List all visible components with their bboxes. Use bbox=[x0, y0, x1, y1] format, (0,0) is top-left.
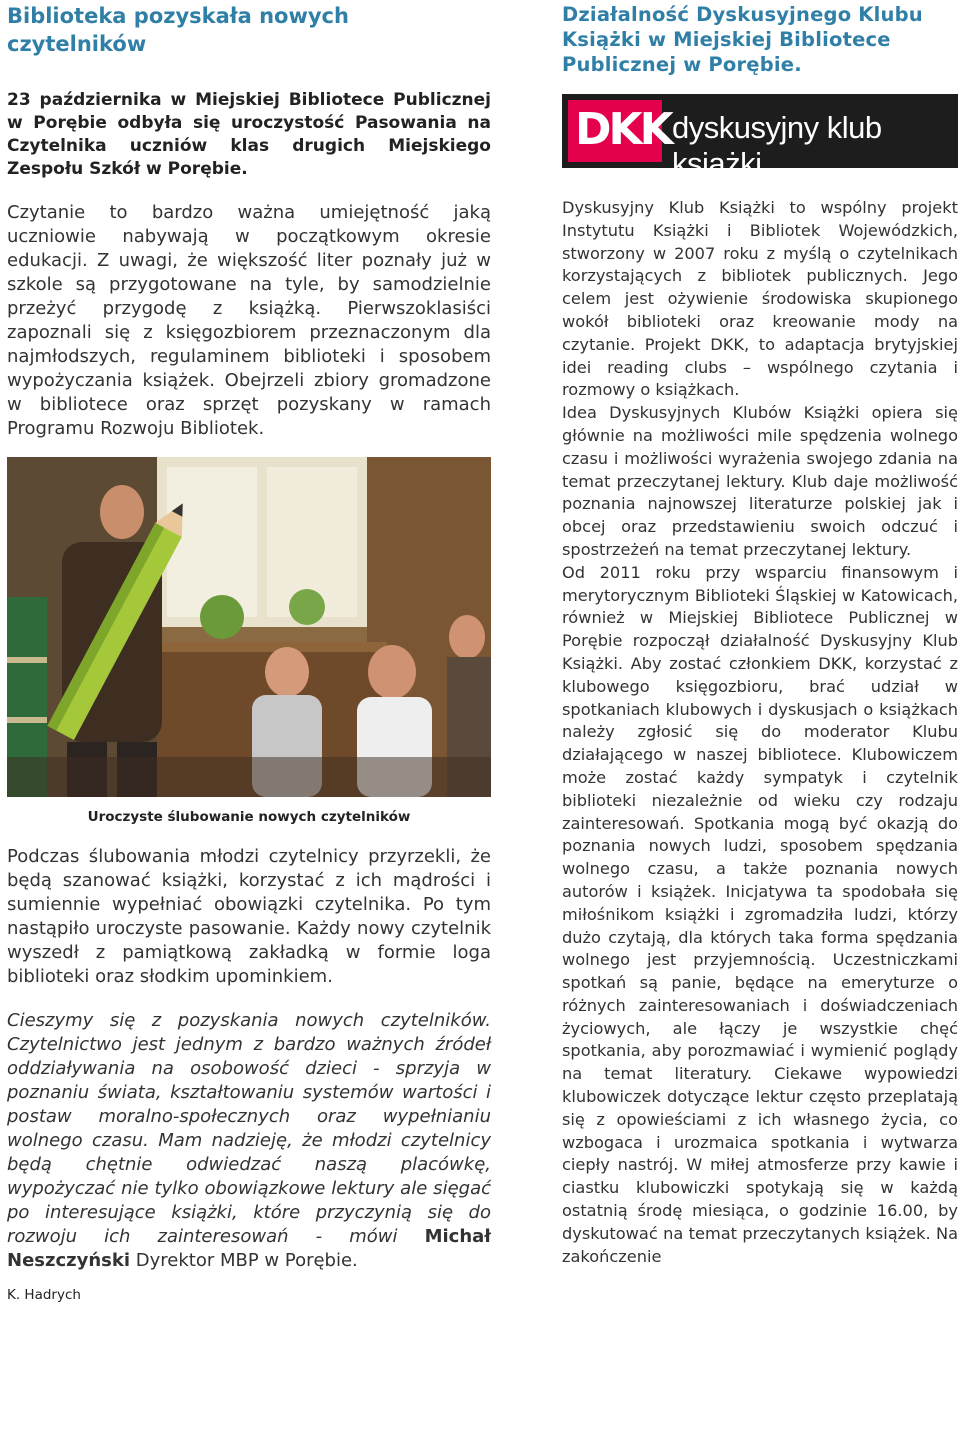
dkk-paragraph-1: Dyskusyjny Klub Książki to wspólny projekt Instytutu Książki i Bibliotek Wojewódzkich, stworzony w 2007 roku z myślą o czytelnikach korzystających z bibliotek publicznych. Jego celem jest ożywienie środowiska skupionego wokół biblioteki oraz kreowanie mody na czytanie. Projekt DKK, to adaptacja brytyjskiej idei reading clubs – wspólnego czytania i rozmowy o książkach. bbox=[562, 198, 958, 400]
article-headline: Biblioteka pozyskała nowych czytelników bbox=[7, 4, 349, 56]
right-column bbox=[562, 0, 958, 1268]
dkk-logo-mark: DKK bbox=[568, 100, 662, 162]
dkk-headline: Działalność Dyskusyjnego Klubu Książki w Miejskiej Bibliotece Publicznej w Porębie. bbox=[562, 3, 923, 76]
photo-caption: Uroczyste ślubowanie nowych czytelników bbox=[87, 809, 411, 825]
author-signature: K. Hadrych bbox=[7, 1287, 81, 1303]
dkk-logo-wordmark: dyskusyjny klub książki bbox=[672, 110, 882, 181]
dkk-logo bbox=[562, 94, 958, 181]
speaker-name: Michał Neszczyński bbox=[7, 1226, 491, 1271]
article-paragraph-ceremony: Podczas ślubowania młodzi czytelnicy przyrzekli, że będą szanować książki, korzystać z ich mądrości i sumiennie wypełniać obowiązki czytelnika. Po tym nastąpiło uroczyste pasowanie. Każdy nowy czytelnik wyszedł z pamiątkową zakładką w formie loga biblioteki oraz słodkim upominkiem. bbox=[7, 846, 491, 987]
article-lead: 23 października w Miejskiej Bibliotece Publicznej w Porębie odbyła się uroczystość Pasowania na Czytelnika uczniów klas drugich Miejskiego Zespołu Szkół w Porębie. bbox=[7, 90, 491, 179]
dkk-body bbox=[562, 197, 958, 1268]
dkk-paragraph-2: Idea Dyskusyjnych Klubów Książki opiera się głównie na możliwości mile spędzenia wolnego czasu i możliwości wyrażenia swojego zdania na temat przeczytanej lektury. Klub daje możliwość poznania najnowszej literaturze polskiej jak i obcej oraz przedstawieniu swoich odczuć i spostrzeżeń na temat przeczytanej lektury. bbox=[562, 403, 958, 559]
left-column bbox=[7, 0, 491, 1303]
dkk-paragraph-3: Od 2011 roku przy wsparciu finansowym i merytorycznym Biblioteki Śląskiej w Katowicach, również w Miejskiej Bibliotece Publicznej w Porębie rozpoczął działalność Dyskusyjny Klub Książki. Aby zostać członkiem DKK, korzystać z klubowego księgozbioru, brać udział w spotkaniach klubowych i dyskusjach o książkach należy zgłosić się do moderator Klubu działającego w naszej bibliotece. Klubowiczem może zostać każdy sympatyk i czytelnik biblioteki niezależnie od wieku czy rodzaju zainteresowań. Spotkania mogą być okazją do poznania nowych ludzi, sposobem spędzania wolnego czasu, a także poznania nowych autorów i książek. Inicjatywa ta spodobała się miłośnikom książki i zgromadziła ludzi, którzy dużo czytają, dla których taka forma spędzania wolnego jest przyjemnością. Uczestniczkami spotkań są panie, będące na emeryturze o różnych zainteresowaniach i doświadczeniach życiowych, ale łączy je wszystkie chęć spotkania, aby porozmawiać i wymienić poglądy na temat literatury. Ciekawe wypowiedzi klubowiczek dotyczące lektur często przeplatają się z opowieściami z ich własnego życia, co wzbogaca i urozmaica spotkania i wytwarza ciepły nastrój. W miłej atmosferze przy kawie i ciastku klubowiczki spotykają się w każdą ostatnią środę miesiąca, o godzinie 16.00, by dyskutować na temat przeczytanych książek. Na zakończenie bbox=[562, 562, 958, 1266]
photo-image bbox=[7, 457, 491, 797]
ceremony-photo bbox=[7, 457, 491, 797]
director-quote bbox=[7, 1009, 491, 1273]
article-paragraph: Czytanie to bardzo ważna umiejętność jaką uczniowie nabywają w początkowym okresie edukacji. Z uwagi, że większość liter poznały już w szkole są przygotowane na tyle, by samodzielnie przeżyć przygodę z książką. Pierwszoklasiści zapoznali się z księgozbiorem przeznaczonym dla najmłodszych, regulaminem biblioteki i sposobem wypożyczania książek. Obejrzeli zbiory gromadzone w bibliotece oraz sprzęt pozyskany w ramach Programu Rozwoju Bibliotek. bbox=[7, 202, 491, 439]
speaker-role: Dyrektor MBP w Porębie. bbox=[135, 1250, 358, 1271]
quote-text: Cieszymy się z pozyskania nowych czytelników. Czytelnictwo jest jednym z bardzo ważnych źródeł oddziaływania na osobowość dzieci - sprzyja w poznaniu świata, kształtowaniu systemów wartości i postaw moralno-społecznych oraz wypełnianiu wolnego czasu. Mam nadzieję, że młodzi czytelnicy będą chętnie odwiedzać naszą placówkę, wypożyczać nie tylko obowiązkowe lektury ale sięgać po interesujące książki, które przyczynią się do rozwoju ich zainteresowań - mówi bbox=[7, 1010, 491, 1247]
